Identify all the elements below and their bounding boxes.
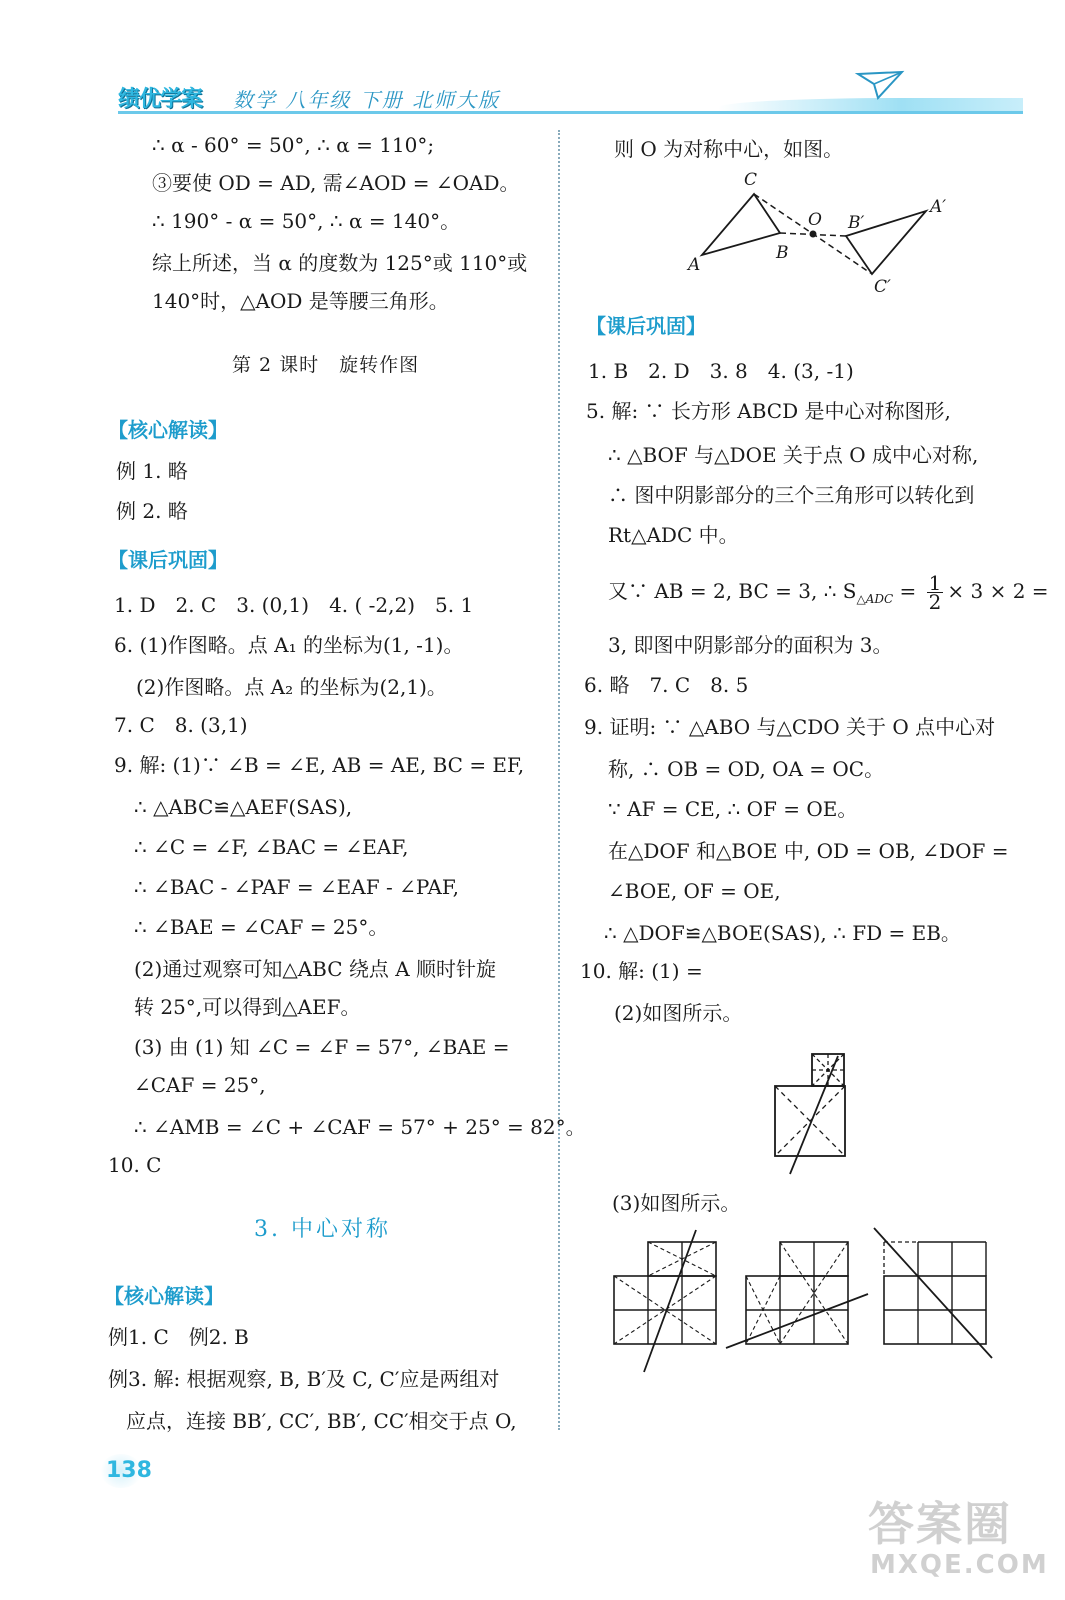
label-b-prime: B′ <box>848 213 865 233</box>
grid-shape-1 <box>614 1230 716 1372</box>
triangle-abc <box>702 194 780 255</box>
answer-line: ∴ ∠BAC - ∠PAF = ∠EAF - ∠PAF, <box>134 875 460 899</box>
label-a-prime: A′ <box>930 197 947 217</box>
formula-text: 又∵ AB = 2, BC = 3, ∴ S <box>608 579 857 603</box>
watermark <box>868 1488 1049 1588</box>
answer-line: ∴ △DOF≌△BOE(SAS), ∴ FD = EB。 <box>604 921 961 945</box>
example-1: 例 1. 略 <box>116 459 188 483</box>
answer-line: ∠CAF = 25°, <box>134 1073 266 1097</box>
answer-line: ∠BOE, OF = OE, <box>608 879 781 903</box>
answer-line: ∴ △ABC≌△AEF(SAS), <box>134 795 353 819</box>
formula-subscript: △ADC <box>856 592 894 606</box>
lesson-title: 第 2 课时 旋转作图 <box>232 354 420 376</box>
answer-line: ∴ ∠AMB = ∠C + ∠CAF = 57° + 25° = 82°。 <box>134 1115 586 1139</box>
answer-line: ∴ ∠C = ∠F, ∠BAC = ∠EAF, <box>134 835 409 859</box>
answer-line: 1. D 2. C 3. (0,1) 4. ( -2,2) 5. 1 <box>114 593 474 617</box>
label-c: C <box>744 170 758 190</box>
answer-line: ∴ 图中阴影部分的三个三角形可以转化到 <box>608 483 975 507</box>
fraction-one-half <box>927 571 944 614</box>
answer-line: 10. 解: (1) = <box>580 959 703 983</box>
example-line: 例1. C 例2. B <box>108 1325 249 1349</box>
answer-line: 称, ∴ OB = OD, OA = OC。 <box>608 757 885 781</box>
page-header <box>118 70 1038 130</box>
answer-line: ∴ △BOF 与△DOE 关于点 O 成中心对称, <box>608 443 979 467</box>
text-line: 则 O 为对称中心，如图。 <box>614 137 844 161</box>
answer-line: (3) 由 (1) 知 ∠C = ∠F = 57°, ∠BAE = <box>134 1035 510 1059</box>
central-symmetry-figure <box>682 170 982 295</box>
bisect-figure-grids <box>612 1238 1002 1388</box>
grid-shape-2 <box>726 1242 868 1348</box>
answer-line: ∵ AF = CE, ∴ OF = OE。 <box>608 797 858 821</box>
answer-line: (2)作图略。点 A₂ 的坐标为(2,1)。 <box>136 675 447 699</box>
watermark-logo-text: 答案圈 <box>868 1497 1012 1551</box>
paper-plane-icon <box>856 70 906 102</box>
answer-line: 9. 解: (1)∵ ∠B = ∠E, AB = AE, BC = EF, <box>114 753 525 777</box>
grid-shape-3 <box>874 1228 992 1358</box>
tag-core-reading: 【核心解读】 <box>104 1284 224 1308</box>
label-o: O <box>808 210 822 230</box>
watermark-url: MXQE.COM <box>870 1550 1049 1580</box>
fraction-denominator: 2 <box>928 590 942 614</box>
column-divider <box>558 130 560 1430</box>
answer-line: 6. 略 7. C 8. 5 <box>584 673 749 697</box>
answer-line: Rt△ADC 中。 <box>608 523 739 547</box>
example-line: 应点，连接 BB′, CC′, BB′, CC′相交于点 O, <box>126 1409 517 1433</box>
center-point-o <box>810 231 817 238</box>
answer-line: 在△DOF 和△BOE 中, OD = OB, ∠DOF = <box>608 839 1009 863</box>
page-number: 138 <box>106 1458 152 1483</box>
section-title: 3. 中心对称 <box>254 1217 391 1242</box>
label-b: B <box>776 243 789 263</box>
label-c-prime: C′ <box>874 277 891 297</box>
tag-after-class: 【课后巩固】 <box>108 548 228 572</box>
answer-line: 3, 即图中阴影部分的面积为 3。 <box>608 633 893 657</box>
book-subtitle: 数学 八年级 下册 北师大版 <box>233 88 501 112</box>
answer-line: (2)如图所示。 <box>614 1001 743 1025</box>
text-line: ∴ 190° - α = 50°, ∴ α = 140°。 <box>152 209 461 233</box>
answer-line: (2)通过观察可知△ABC 绕点 A 顺时针旋 <box>134 957 497 981</box>
answer-line: 5. 解: ∵ 长方形 ABCD 是中心对称图形, <box>586 399 951 423</box>
example-2: 例 2. 略 <box>116 499 188 523</box>
answer-line: 转 25°,可以得到△AEF。 <box>134 995 361 1019</box>
tag-after-class: 【课后巩固】 <box>586 314 706 338</box>
text-line: 综上所述，当 α 的度数为 125°或 110°或 <box>152 251 528 275</box>
formula-equals: = <box>893 579 917 603</box>
text-line: ③要使 OD = AD, 需∠AOD = ∠OAD。 <box>152 171 520 195</box>
answer-line: 6. (1)作图略。点 A₁ 的坐标为(1, -1)。 <box>114 633 464 657</box>
text-line: 140°时，△AOD 是等腰三角形。 <box>152 289 449 313</box>
text-line: ∴ α - 60° = 50°, ∴ α = 110°; <box>152 133 435 157</box>
fraction-numerator: 1 <box>928 571 942 595</box>
area-formula <box>608 571 1049 614</box>
example-line: 例3. 解: 根据观察, B, B′及 C, C′应是两组对 <box>108 1367 500 1391</box>
brand-logo: 绩优学案 <box>118 87 203 112</box>
answer-line: 9. 证明: ∵ △ABO 与△CDO 关于 O 点中心对 <box>584 715 996 739</box>
tag-core-reading: 【核心解读】 <box>108 418 228 442</box>
answer-line: (3)如图所示。 <box>612 1191 741 1215</box>
answer-line: 1. B 2. D 3. 8 4. (3, -1) <box>588 359 854 383</box>
label-a: A <box>688 255 701 275</box>
formula-text: × 3 × 2 = <box>947 579 1049 603</box>
answer-line: 10. C <box>108 1153 162 1177</box>
answer-line: 7. C 8. (3,1) <box>114 713 248 737</box>
bisect-figure-two-squares <box>772 1050 852 1180</box>
answer-line: ∴ ∠BAE = ∠CAF = 25°。 <box>134 915 389 939</box>
